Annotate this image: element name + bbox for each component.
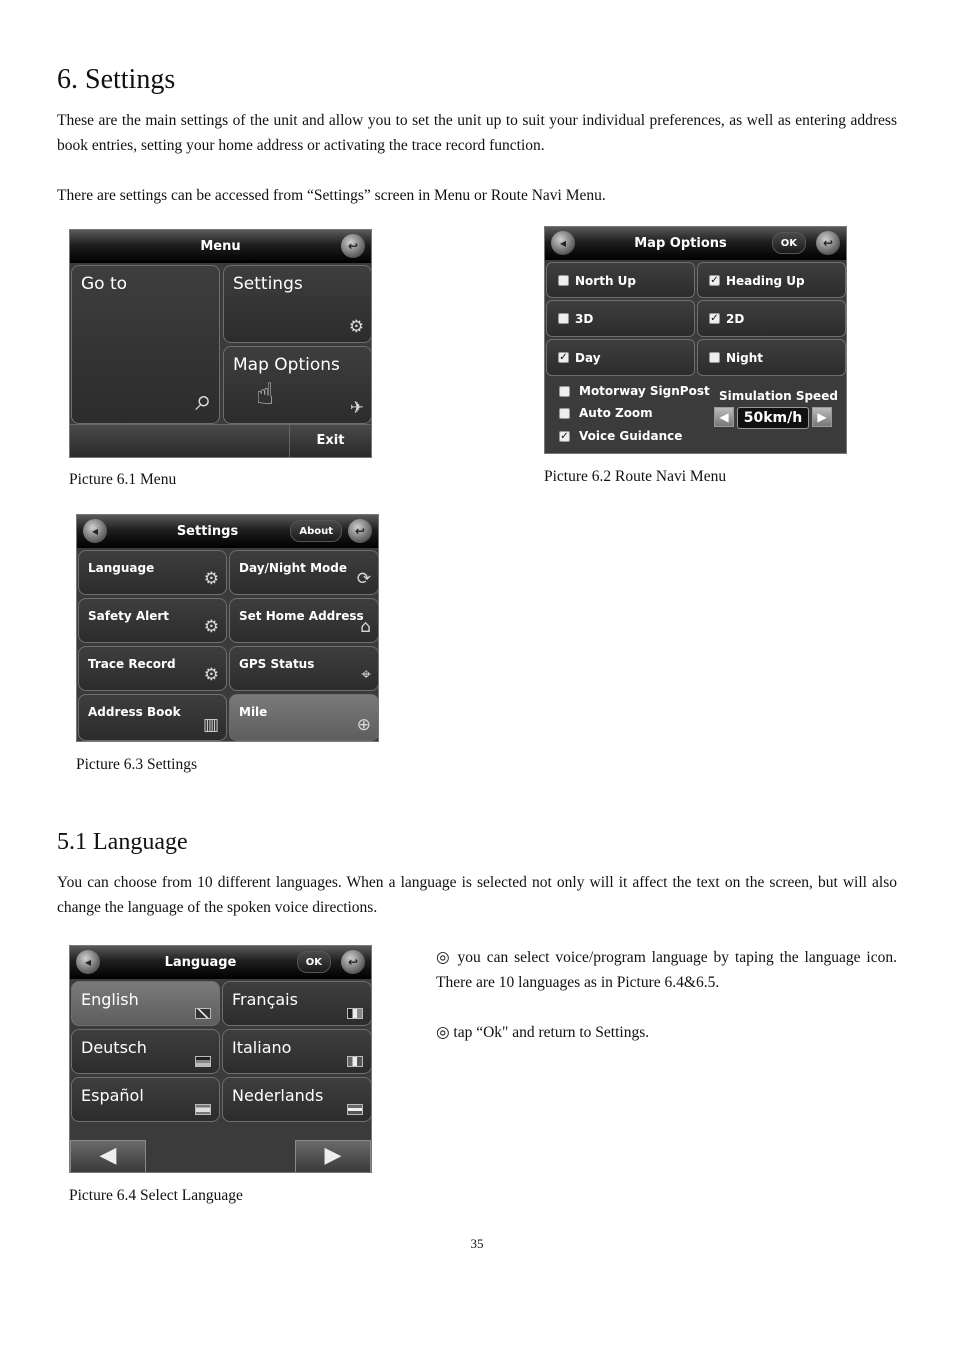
2d-checkbox[interactable]: ✓ <box>710 313 719 324</box>
2d-label: 2D <box>726 312 745 326</box>
day-option[interactable] <box>546 339 695 376</box>
access-paragraph: There are settings can be accessed from “Settings” screen in Menu or Route Navi Menu. <box>57 187 606 204</box>
north-up-option[interactable] <box>546 262 695 298</box>
heading-up-checkbox[interactable]: ✓ <box>710 275 719 286</box>
english-label: English <box>81 990 139 1009</box>
go-to-label: Go to <box>81 274 128 294</box>
north-up-label: North Up <box>575 274 636 288</box>
night-label: Night <box>726 351 764 365</box>
3d-option[interactable] <box>546 300 695 337</box>
spanish-flag-icon <box>195 1104 211 1115</box>
compass-icon: ⊕ <box>356 715 371 735</box>
menu-title-bar <box>70 230 371 263</box>
back-arrow-icon[interactable]: ◂ <box>551 231 575 255</box>
safety-alert-button[interactable] <box>78 598 227 643</box>
next-page-button[interactable]: ▶ <box>295 1140 371 1173</box>
day-night-mode-button[interactable] <box>229 550 379 595</box>
motorway-signpost-option[interactable] <box>559 384 710 398</box>
ok-button[interactable]: OK <box>297 951 331 973</box>
menu-title: Menu <box>200 239 241 254</box>
about-button[interactable]: About <box>290 520 342 542</box>
gps-icon: ⌖ <box>361 665 371 685</box>
map-options-screenshot <box>544 226 847 454</box>
caption-6-1: Picture 6.1 Menu <box>69 471 177 488</box>
page-number: 35 <box>470 1236 484 1251</box>
3d-checkbox[interactable] <box>558 313 569 324</box>
ok-button[interactable]: OK <box>772 232 806 254</box>
mile-button[interactable] <box>229 694 379 741</box>
caption-6-2: Picture 6.2 Route Navi Menu <box>544 468 727 485</box>
language-paragraph: You can choose from 10 different languages. When a language is selected not only will it affect the text on the screen, but will also change the language of the spoken voice directions. <box>57 874 897 916</box>
language-button[interactable] <box>78 550 227 595</box>
day-night-mode-label: Day/Night Mode <box>239 561 348 575</box>
day-checkbox[interactable]: ✓ <box>559 352 568 363</box>
gear-icon: ⚙ <box>348 317 364 337</box>
north-up-checkbox[interactable] <box>558 275 569 286</box>
auto-zoom-label: Auto Zoom <box>579 406 653 420</box>
motorway-signpost-checkbox[interactable] <box>559 386 570 397</box>
night-checkbox[interactable] <box>709 352 720 363</box>
set-home-address-label: Set Home Address <box>239 609 364 623</box>
language-italiano[interactable] <box>222 1029 372 1074</box>
trace-record-button[interactable] <box>78 646 227 691</box>
set-home-address-button[interactable] <box>229 598 379 643</box>
back-icon[interactable]: ↩ <box>348 519 372 543</box>
french-flag-icon <box>347 1008 363 1019</box>
caption-6-4: Picture 6.4 Select Language <box>69 1187 243 1204</box>
auto-zoom-checkbox[interactable] <box>559 408 570 419</box>
intro-paragraph: These are the main settings of the unit and allow you to set the unit up to suit your individual preferences, as well as entering address book entries, setting your home address or activating the trace record function. <box>57 112 897 154</box>
safety-alert-label: Safety Alert <box>88 609 170 623</box>
settings-button[interactable] <box>223 265 372 343</box>
uk-flag-icon <box>195 1008 211 1019</box>
language-title-bar <box>70 946 371 979</box>
german-flag-icon <box>195 1056 211 1067</box>
language-screenshot <box>69 945 372 1173</box>
language-espanol[interactable] <box>71 1077 220 1122</box>
language-english[interactable] <box>71 981 220 1026</box>
map-icon: ✈ <box>349 398 364 418</box>
exit-button[interactable]: Exit <box>289 424 371 457</box>
map-options-title-bar <box>545 227 846 260</box>
espanol-label: Español <box>81 1086 144 1105</box>
italian-flag-icon <box>347 1056 363 1067</box>
menu-bottom-bar <box>70 424 371 457</box>
caption-6-3: Picture 6.3 Settings <box>76 756 197 773</box>
note-select-language: ◎ you can select voice/program language by taping the language icon. There are 10 languages as in Picture 6.4&6.5. <box>436 949 897 991</box>
speed-decrease-button[interactable]: ◀ <box>714 407 734 427</box>
speed-increase-button[interactable]: ▶ <box>812 407 832 427</box>
deutsch-label: Deutsch <box>81 1038 147 1057</box>
address-book-button[interactable] <box>78 694 227 741</box>
previous-page-button[interactable]: ◀ <box>70 1140 146 1173</box>
gps-status-button[interactable] <box>229 646 379 691</box>
dutch-flag-icon <box>347 1104 363 1115</box>
simulation-speed-label: Simulation Speed <box>719 389 838 403</box>
gps-status-label: GPS Status <box>239 657 315 671</box>
language-francais[interactable] <box>222 981 372 1026</box>
settings-title-bar <box>77 515 378 548</box>
gear-icon: ⚙ <box>203 665 219 685</box>
settings-screenshot <box>76 514 379 742</box>
language-title: Language <box>164 955 237 970</box>
settings-title: Settings <box>176 524 239 539</box>
hand-pointer-icon: ☝ <box>256 377 275 412</box>
go-to-button[interactable] <box>71 265 220 424</box>
map-options-title: Map Options <box>634 236 727 251</box>
3d-label: 3D <box>575 312 594 326</box>
day-label: Day <box>575 351 601 365</box>
map-options-label: Map Options <box>233 355 340 375</box>
heading-up-label: Heading Up <box>726 274 805 288</box>
globe-icon: ⚙ <box>203 569 219 589</box>
language-label: Language <box>88 561 155 575</box>
2d-option[interactable] <box>697 300 846 337</box>
voice-guidance-checkbox[interactable]: ✓ <box>560 431 569 442</box>
note-tap-ok: ◎ tap “Ok" and return to Settings. <box>436 1024 650 1041</box>
night-option[interactable] <box>697 339 846 376</box>
search-icon: ⌕ <box>195 383 212 418</box>
back-icon[interactable]: ↩ <box>816 231 840 255</box>
heading-up-option[interactable] <box>697 262 846 298</box>
back-icon[interactable]: ↩ <box>341 950 365 974</box>
back-icon[interactable]: ↩ <box>341 234 365 258</box>
auto-zoom-option[interactable] <box>559 406 653 420</box>
book-icon: ▥ <box>202 715 219 735</box>
home-icon: ⌂ <box>360 617 371 637</box>
italiano-label: Italiano <box>232 1038 292 1057</box>
menu-screenshot <box>69 229 372 458</box>
voice-guidance-label: Voice Guidance <box>579 429 683 443</box>
refresh-icon: ⟳ <box>356 569 371 589</box>
back-arrow-icon[interactable]: ◂ <box>76 950 100 974</box>
voice-guidance-option[interactable] <box>559 429 682 443</box>
settings-label: Settings <box>233 274 303 294</box>
nederlands-label: Nederlands <box>232 1086 324 1105</box>
francais-label: Français <box>232 990 298 1009</box>
gear-icon: ⚙ <box>203 617 219 637</box>
page-heading: 6. Settings <box>57 64 176 95</box>
mile-label: Mile <box>239 705 268 719</box>
language-nederlands[interactable] <box>222 1077 372 1122</box>
back-arrow-icon[interactable]: ◂ <box>83 519 107 543</box>
trace-record-label: Trace Record <box>88 657 176 671</box>
section-heading: 5.1 Language <box>57 829 188 855</box>
address-book-label: Address Book <box>88 705 181 719</box>
simulation-speed-value: 50km/h <box>737 407 809 429</box>
motorway-signpost-label: Motorway SignPost <box>579 384 710 398</box>
language-deutsch[interactable] <box>71 1029 220 1074</box>
map-options-button[interactable] <box>223 346 372 424</box>
